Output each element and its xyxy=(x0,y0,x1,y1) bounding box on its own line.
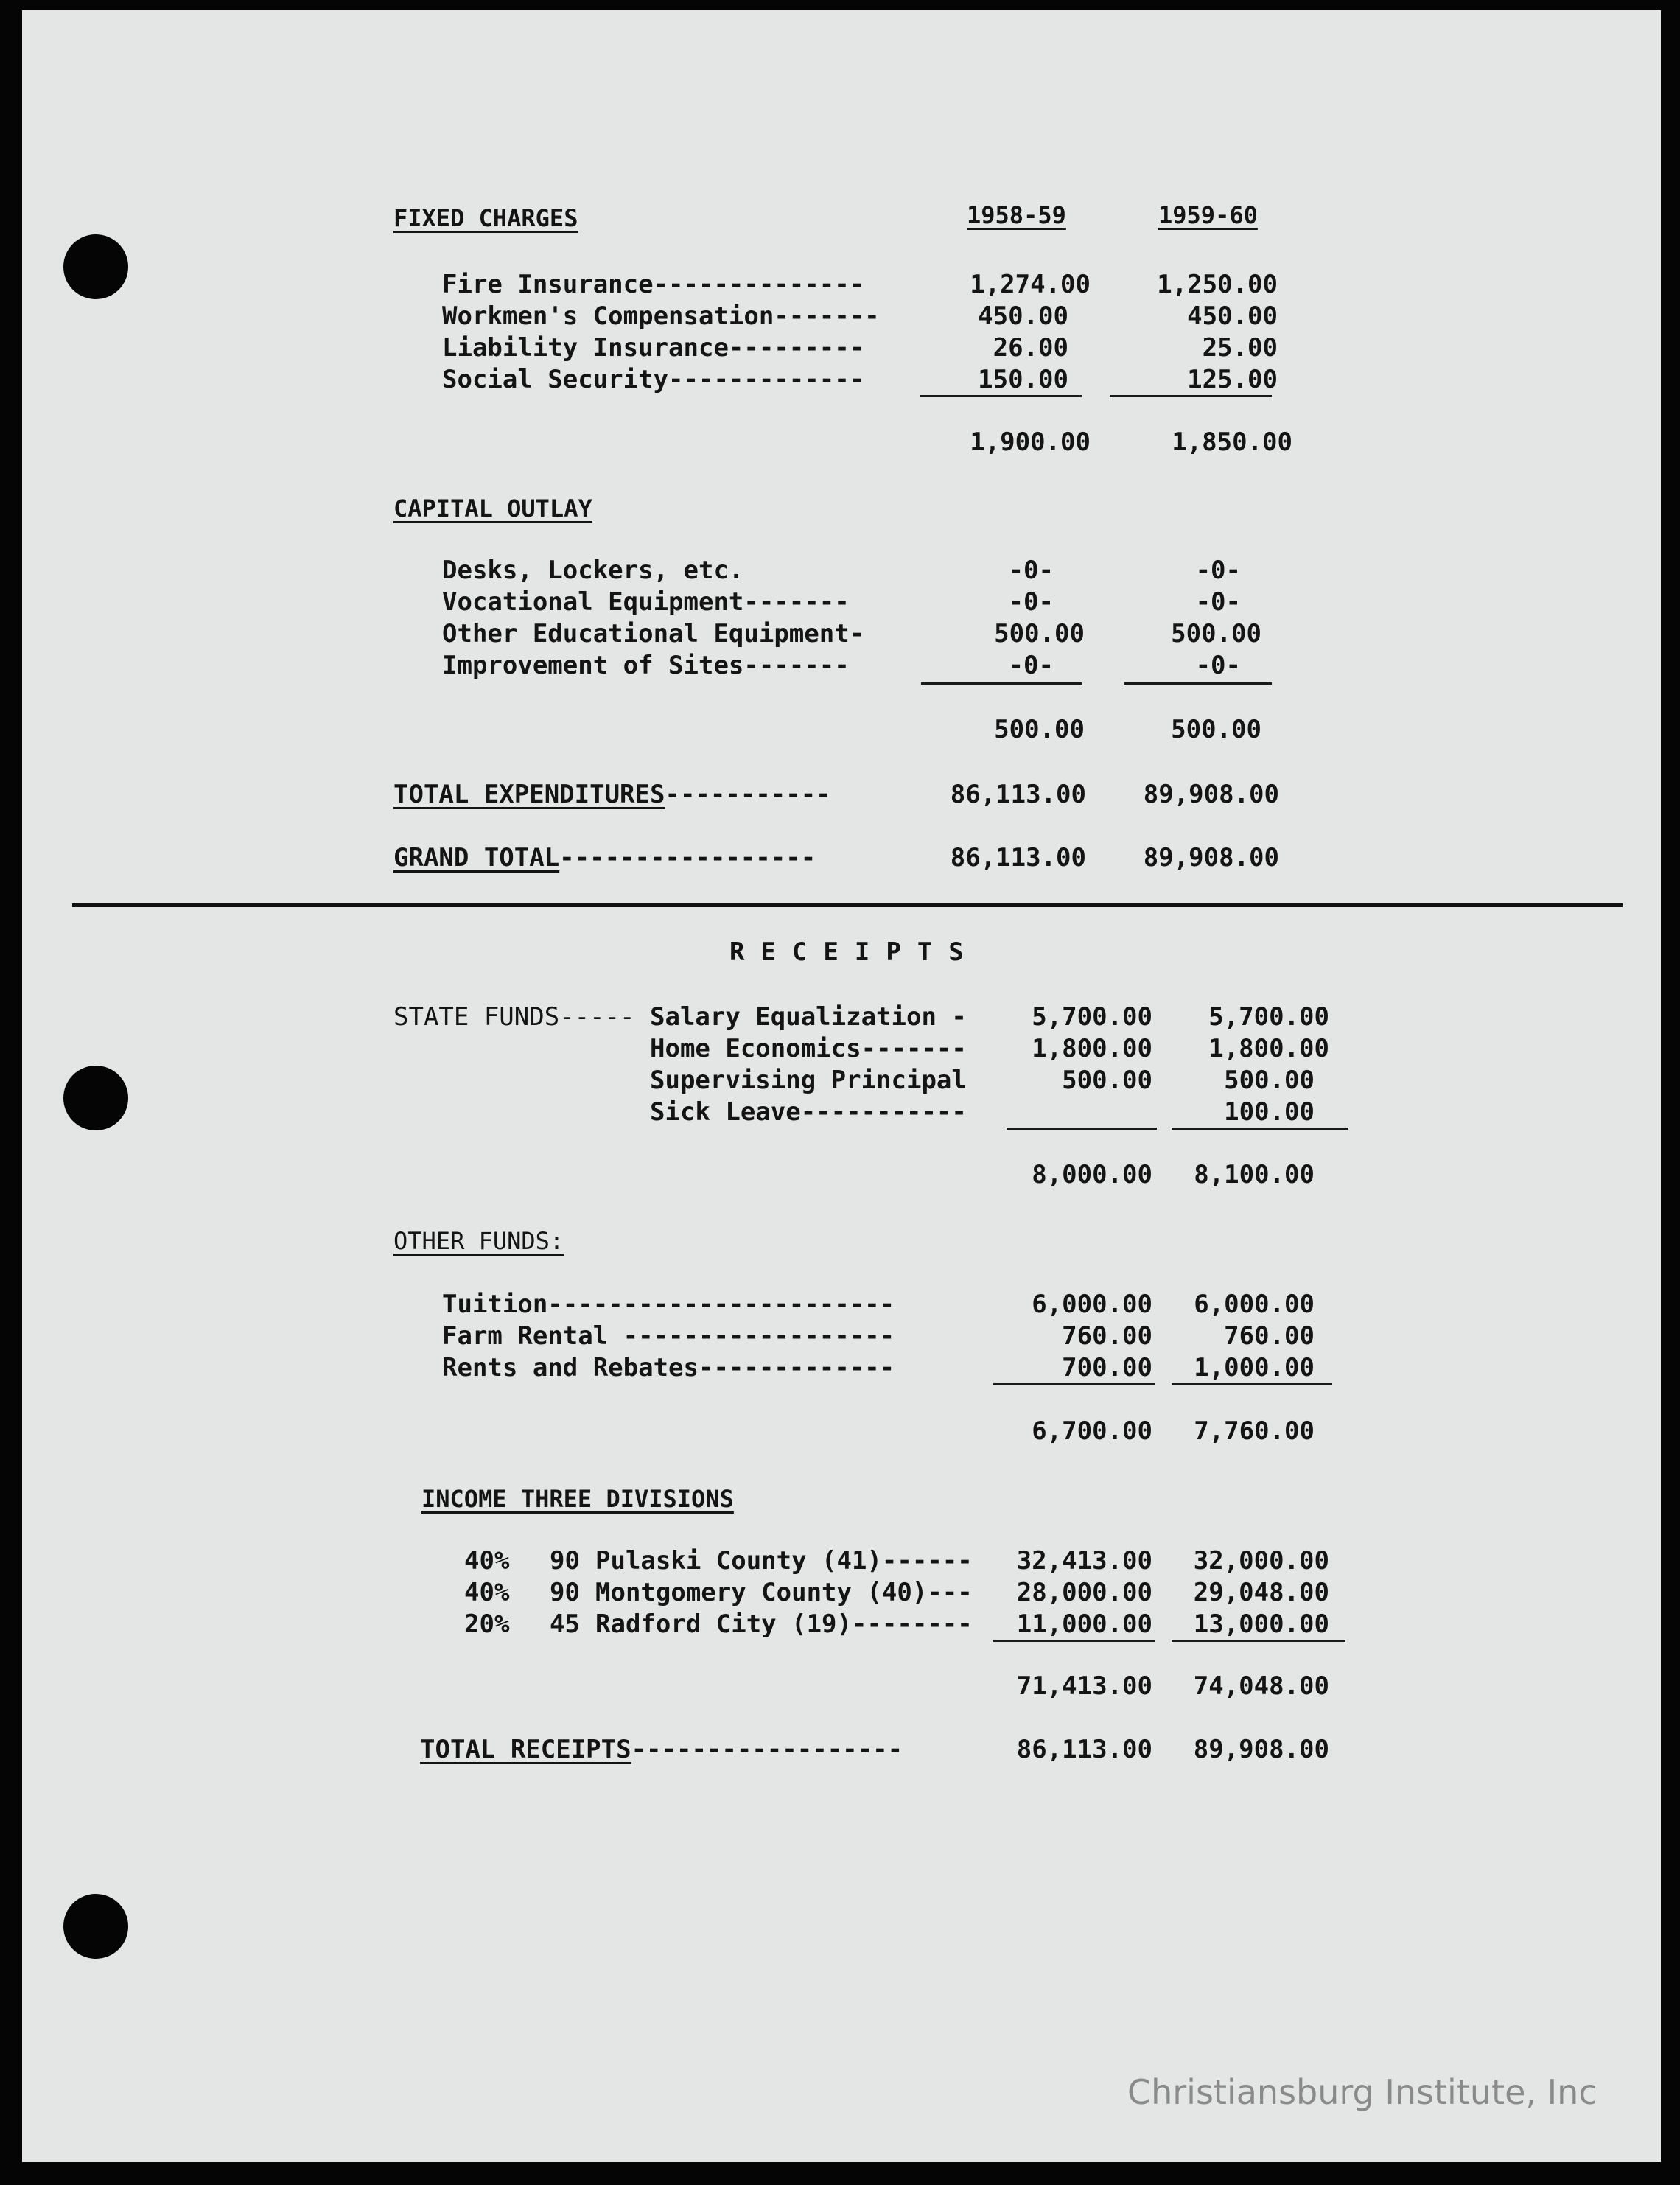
radford-percent: 20% xyxy=(464,1609,510,1639)
grand-total-dashes: ----------------- xyxy=(559,843,816,873)
home-economics-label: Home Economics------- xyxy=(650,1034,967,1063)
state-funds-rule-1959 xyxy=(1172,1128,1348,1130)
punch-hole-middle xyxy=(63,1066,128,1130)
tuition-1958: 6,000.00 xyxy=(1032,1290,1152,1319)
other-educational-equipment-1959: 500.00 xyxy=(1171,619,1261,648)
salary-equalization-1958: 5,700.00 xyxy=(1032,1002,1152,1032)
grand-total-row xyxy=(393,843,816,873)
workmens-compensation-label: Workmen's Compensation------- xyxy=(442,301,880,331)
fixed-charges-total-1959: 1,850.00 xyxy=(1172,427,1292,457)
home-economics-1959: 1,800.00 xyxy=(1208,1034,1329,1063)
punch-hole-bottom xyxy=(63,1894,128,1959)
workmens-compensation-1958: 450.00 xyxy=(978,301,1068,331)
social-security-1958: 150.00 xyxy=(978,365,1068,394)
radford-city-label: Radford City (19)-------- xyxy=(595,1609,973,1639)
vocational-equipment-1958: -0- xyxy=(1008,587,1054,617)
fire-insurance-1959: 1,250.00 xyxy=(1157,270,1278,299)
sick-leave-1959: 100.00 xyxy=(1224,1097,1315,1127)
total-receipts-1958: 86,113.00 xyxy=(1016,1735,1152,1764)
pulaski-county-1959: 32,000.00 xyxy=(1193,1546,1329,1576)
punch-hole-top xyxy=(63,234,128,299)
total-receipts-1959: 89,908.00 xyxy=(1193,1735,1329,1764)
divisions-total-1958: 71,413.00 xyxy=(1016,1671,1152,1701)
total-expenditures-1959: 89,908.00 xyxy=(1143,780,1279,809)
other-funds-heading: OTHER FUNDS: xyxy=(393,1227,564,1255)
farm-rental-1958: 760.00 xyxy=(1062,1321,1152,1351)
capital-outlay-total-1958: 500.00 xyxy=(994,715,1085,744)
divisions-rule-1959 xyxy=(1172,1640,1345,1642)
column-year-1959-60: 1959-60 xyxy=(1158,201,1258,229)
document-page xyxy=(22,10,1661,2162)
farm-rental-label: Farm Rental ------------------ xyxy=(442,1321,895,1351)
capital-outlay-heading: CAPITAL OUTLAY xyxy=(393,494,592,522)
montgomery-county-1958: 28,000.00 xyxy=(1016,1578,1152,1607)
income-three-divisions-heading: INCOME THREE DIVISIONS xyxy=(421,1485,734,1513)
fixed-charges-total-1958: 1,900.00 xyxy=(970,427,1091,457)
supervising-principal-label: Supervising Principal xyxy=(650,1066,967,1095)
supervising-principal-1958: 500.00 xyxy=(1062,1066,1152,1095)
column-year-1958-59: 1958-59 xyxy=(967,201,1066,229)
farm-rental-1959: 760.00 xyxy=(1224,1321,1315,1351)
other-educational-equipment-label: Other Educational Equipment- xyxy=(442,619,865,648)
improvement-of-sites-label: Improvement of Sites------- xyxy=(442,651,850,680)
pulaski-county-1958: 32,413.00 xyxy=(1016,1546,1152,1576)
total-receipts-row xyxy=(420,1735,903,1764)
desks-lockers-1959: -0- xyxy=(1195,556,1241,585)
divisions-rule-1958 xyxy=(993,1640,1155,1642)
home-economics-1958: 1,800.00 xyxy=(1032,1034,1152,1063)
radford-share: 45 xyxy=(550,1609,580,1639)
capital-outlay-rule-1958 xyxy=(921,682,1082,685)
state-funds-label: STATE FUNDS----- xyxy=(393,1002,635,1032)
grand-total-1958: 86,113.00 xyxy=(950,843,1086,873)
rents-and-rebates-1958: 700.00 xyxy=(1062,1353,1152,1382)
state-funds-rule-1958 xyxy=(1007,1128,1157,1130)
improvement-of-sites-1959: -0- xyxy=(1195,651,1241,680)
watermark-text: Christiansburg Institute, Inc xyxy=(1127,2072,1597,2112)
pulaski-county-label: Pulaski County (41)------ xyxy=(595,1546,973,1576)
pulaski-share: 90 xyxy=(550,1546,580,1576)
other-funds-total-1958: 6,700.00 xyxy=(1032,1416,1152,1446)
grand-total-label: GRAND TOTAL xyxy=(393,843,560,873)
capital-outlay-rule-1959 xyxy=(1124,682,1272,685)
total-expenditures-dashes: ----------- xyxy=(665,780,831,809)
other-funds-rule-1959 xyxy=(1172,1383,1332,1385)
total-expenditures-label: TOTAL EXPENDITURES xyxy=(393,780,665,809)
radford-city-1959: 13,000.00 xyxy=(1193,1609,1329,1639)
state-funds-total-1958: 8,000.00 xyxy=(1032,1160,1152,1189)
pulaski-percent: 40% xyxy=(464,1546,510,1576)
montgomery-percent: 40% xyxy=(464,1578,510,1607)
desks-lockers-1958: -0- xyxy=(1008,556,1054,585)
salary-equalization-1959: 5,700.00 xyxy=(1208,1002,1329,1032)
fixed-charges-heading: FIXED CHARGES xyxy=(393,204,578,232)
tuition-1959: 6,000.00 xyxy=(1194,1290,1315,1319)
section-divider xyxy=(72,903,1623,907)
rents-and-rebates-1959: 1,000.00 xyxy=(1194,1353,1315,1382)
montgomery-share: 90 xyxy=(550,1578,580,1607)
improvement-of-sites-1958: -0- xyxy=(1008,651,1054,680)
rents-and-rebates-label: Rents and Rebates------------- xyxy=(442,1353,895,1382)
vocational-equipment-label: Vocational Equipment------- xyxy=(442,587,850,617)
salary-equalization-label: Salary Equalization - xyxy=(650,1002,967,1032)
fire-insurance-label: Fire Insurance-------------- xyxy=(442,270,865,299)
receipts-title: RECEIPTS xyxy=(729,937,980,967)
montgomery-county-1959: 29,048.00 xyxy=(1193,1578,1329,1607)
state-funds-total-1959: 8,100.00 xyxy=(1194,1160,1315,1189)
divisions-total-1959: 74,048.00 xyxy=(1193,1671,1329,1701)
social-security-1959: 125.00 xyxy=(1187,365,1278,394)
vocational-equipment-1959: -0- xyxy=(1195,587,1241,617)
other-educational-equipment-1958: 500.00 xyxy=(994,619,1085,648)
fire-insurance-1958: 1,274.00 xyxy=(970,270,1091,299)
other-funds-total-1959: 7,760.00 xyxy=(1194,1416,1315,1446)
tuition-label: Tuition----------------------- xyxy=(442,1290,895,1319)
radford-city-1958: 11,000.00 xyxy=(1016,1609,1152,1639)
supervising-principal-1959: 500.00 xyxy=(1224,1066,1315,1095)
liability-insurance-1958: 26.00 xyxy=(993,333,1068,363)
capital-outlay-total-1959: 500.00 xyxy=(1171,715,1261,744)
workmens-compensation-1959: 450.00 xyxy=(1187,301,1278,331)
montgomery-county-label: Montgomery County (40)--- xyxy=(595,1578,973,1607)
sick-leave-label: Sick Leave----------- xyxy=(650,1097,967,1127)
grand-total-1959: 89,908.00 xyxy=(1143,843,1279,873)
liability-insurance-1959: 25.00 xyxy=(1202,333,1278,363)
total-receipts-dashes: ------------------ xyxy=(631,1735,903,1764)
total-expenditures-1958: 86,113.00 xyxy=(950,780,1086,809)
total-receipts-label: TOTAL RECEIPTS xyxy=(420,1735,631,1764)
liability-insurance-label: Liability Insurance--------- xyxy=(442,333,865,363)
desks-lockers-label: Desks, Lockers, etc. xyxy=(442,556,744,585)
total-expenditures-row xyxy=(393,780,831,809)
other-funds-rule-1958 xyxy=(993,1383,1155,1385)
fixed-charges-rule-1959 xyxy=(1110,395,1272,397)
fixed-charges-rule-1958 xyxy=(920,395,1082,397)
social-security-label: Social Security------------- xyxy=(442,365,865,394)
